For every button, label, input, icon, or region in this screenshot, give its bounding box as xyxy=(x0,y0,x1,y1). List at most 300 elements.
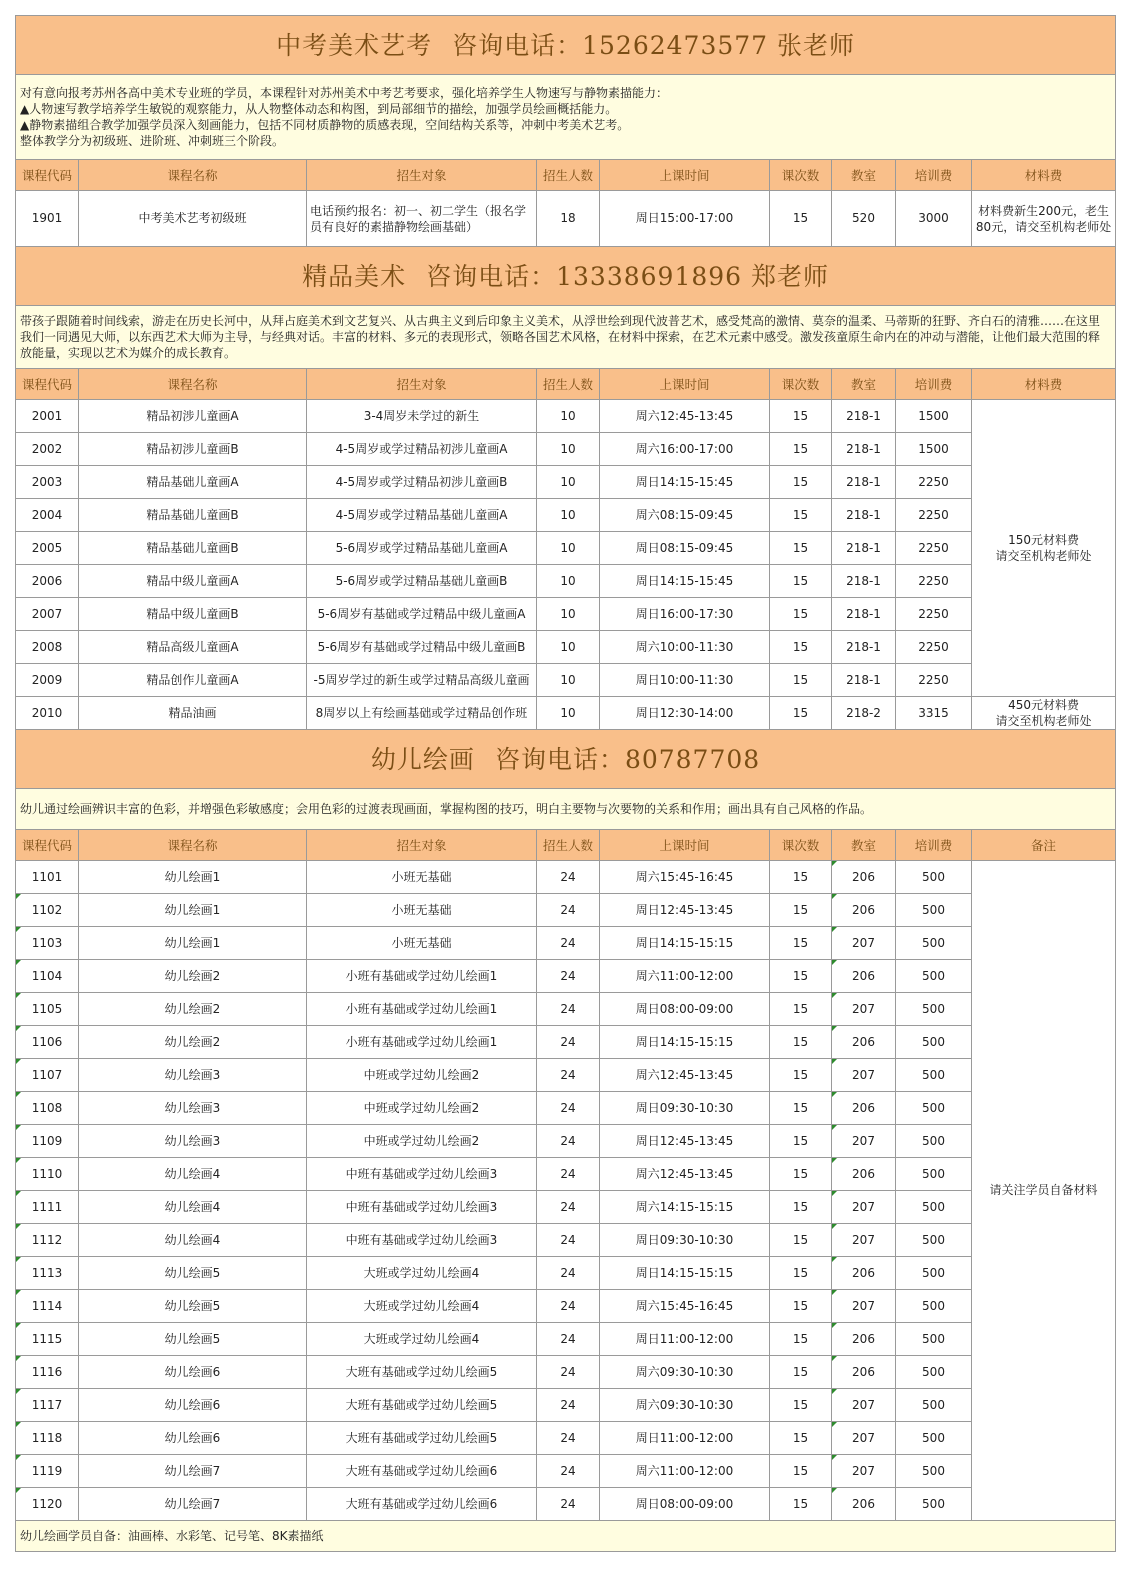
footer-note: 幼儿绘画学员自备：油画棒、水彩笔、记号笔、8K素描纸 xyxy=(16,1521,1116,1552)
course-name: 幼儿绘画7 xyxy=(79,1455,307,1488)
course-sessions: 15 xyxy=(770,1422,832,1455)
course-count: 10 xyxy=(537,565,600,598)
course-fee: 500 xyxy=(896,1422,972,1455)
table-row xyxy=(16,499,1116,532)
section-title: 精品美术 xyxy=(302,261,407,291)
course-count: 10 xyxy=(537,631,600,664)
course-target: 大班有基础或学过幼儿绘画5 xyxy=(307,1356,537,1389)
course-code: 1116 xyxy=(16,1356,79,1389)
course-name: 精品基础儿童画B xyxy=(79,499,307,532)
section-description xyxy=(16,789,1116,830)
column-header: 材料费 xyxy=(972,160,1116,191)
course-sessions: 15 xyxy=(770,1224,832,1257)
course-fee: 500 xyxy=(896,1389,972,1422)
column-header: 招生人数 xyxy=(537,369,600,400)
course-fee: 500 xyxy=(896,993,972,1026)
course-count: 18 xyxy=(537,191,600,247)
course-target: 大班有基础或学过幼儿绘画6 xyxy=(307,1488,537,1521)
course-time: 周日12:30-14:00 xyxy=(600,697,770,730)
course-time: 周日15:00-17:00 xyxy=(600,191,770,247)
course-target: 中班有基础或学过幼儿绘画3 xyxy=(307,1158,537,1191)
course-count: 10 xyxy=(537,697,600,730)
course-time: 周六12:45-13:45 xyxy=(600,400,770,433)
course-room: 207 xyxy=(832,927,896,960)
course-name: 幼儿绘画1 xyxy=(79,927,307,960)
course-code: 1104 xyxy=(16,960,79,993)
course-target: 大班或学过幼儿绘画4 xyxy=(307,1290,537,1323)
course-target: 4-5周岁或学过精品基础儿童画A xyxy=(307,499,537,532)
column-header: 课次数 xyxy=(770,160,832,191)
header-row xyxy=(16,369,1116,400)
course-time: 周六15:45-16:45 xyxy=(600,1290,770,1323)
column-header: 培训费 xyxy=(896,369,972,400)
section-title: 中考美术艺考 xyxy=(276,30,433,60)
section-phone: 咨询电话：15262473577 张老师 xyxy=(452,30,856,60)
course-code: 1107 xyxy=(16,1059,79,1092)
course-target: -5周岁学过的新生或学过精品高级儿童画 xyxy=(307,664,537,697)
header-row xyxy=(16,830,1116,861)
course-name: 精品中级儿童画B xyxy=(79,598,307,631)
course-target: 小班有基础或学过幼儿绘画1 xyxy=(307,993,537,1026)
footer-row xyxy=(16,1521,1116,1552)
course-target: 中班有基础或学过幼儿绘画3 xyxy=(307,1191,537,1224)
column-header: 上课时间 xyxy=(600,830,770,861)
course-room: 218-1 xyxy=(832,598,896,631)
course-time: 周日14:15-15:15 xyxy=(600,927,770,960)
course-name: 幼儿绘画1 xyxy=(79,894,307,927)
course-sessions: 15 xyxy=(770,1059,832,1092)
table-row xyxy=(16,1191,1116,1224)
course-target: 小班无基础 xyxy=(307,927,537,960)
course-count: 10 xyxy=(537,466,600,499)
course-code: 1119 xyxy=(16,1455,79,1488)
course-fee: 500 xyxy=(896,861,972,894)
course-target: 大班或学过幼儿绘画4 xyxy=(307,1323,537,1356)
course-sessions: 15 xyxy=(770,1455,832,1488)
course-target: 中班或学过幼儿绘画2 xyxy=(307,1092,537,1125)
course-time: 周日11:00-12:00 xyxy=(600,1422,770,1455)
course-code: 1102 xyxy=(16,894,79,927)
course-fee: 2250 xyxy=(896,466,972,499)
course-sessions: 15 xyxy=(770,993,832,1026)
table-row xyxy=(16,993,1116,1026)
table-row xyxy=(16,1125,1116,1158)
desc-text: 带孩子跟随着时间线索，游走在历史长河中，从拜占庭美术到文艺复兴、从古典主义到后印象主义美术，从浮世绘到现代波普艺术，感受梵高的激情、莫奈的温柔、马蒂斯的狂野、齐白石的清雅……在这里我们一同遇见大师，以东西艺术大师为主导，与经典对话。丰富的材料、多元的表现形式，领略各国艺术风格，在材料中探索，在艺术元素中感受。激发孩童原生命内在的冲动与潜能，让他们最大范围的释放能量，实现以艺术为媒介的成长教育。 xyxy=(16,306,1116,369)
course-name: 精品初涉儿童画A xyxy=(79,400,307,433)
course-room: 206 xyxy=(832,861,896,894)
course-fee: 500 xyxy=(896,1125,972,1158)
course-code: 2006 xyxy=(16,565,79,598)
course-name: 幼儿绘画4 xyxy=(79,1191,307,1224)
course-sessions: 15 xyxy=(770,400,832,433)
table-row xyxy=(16,697,1116,730)
column-header: 招生对象 xyxy=(307,830,537,861)
table-row xyxy=(16,1455,1116,1488)
course-count: 24 xyxy=(537,1422,600,1455)
course-target: 电话预约报名：初一、初二学生（报名学员有良好的素描静物绘画基础） xyxy=(307,191,537,247)
course-count: 24 xyxy=(537,927,600,960)
table-row xyxy=(16,466,1116,499)
section-phone: 咨询电话：80787708 xyxy=(494,744,761,774)
course-sessions: 15 xyxy=(770,697,832,730)
course-count: 24 xyxy=(537,1389,600,1422)
course-sessions: 15 xyxy=(770,927,832,960)
course-time: 周六09:30-10:30 xyxy=(600,1389,770,1422)
course-code: 2001 xyxy=(16,400,79,433)
course-fee: 500 xyxy=(896,1224,972,1257)
course-count: 24 xyxy=(537,1092,600,1125)
course-sessions: 15 xyxy=(770,191,832,247)
column-header: 招生对象 xyxy=(307,369,537,400)
column-header: 课程名称 xyxy=(79,369,307,400)
course-target: 中班有基础或学过幼儿绘画3 xyxy=(307,1224,537,1257)
course-name: 幼儿绘画3 xyxy=(79,1059,307,1092)
course-fee: 3000 xyxy=(896,191,972,247)
course-fee: 500 xyxy=(896,1257,972,1290)
course-time: 周日12:45-13:45 xyxy=(600,1125,770,1158)
course-name: 幼儿绘画5 xyxy=(79,1323,307,1356)
table-row xyxy=(16,433,1116,466)
course-code: 1117 xyxy=(16,1389,79,1422)
course-code: 1105 xyxy=(16,993,79,1026)
course-fee: 2250 xyxy=(896,532,972,565)
column-header: 培训费 xyxy=(896,830,972,861)
course-count: 24 xyxy=(537,1257,600,1290)
table-row xyxy=(16,400,1116,433)
column-header: 招生人数 xyxy=(537,830,600,861)
table-row xyxy=(16,1488,1116,1521)
course-room: 207 xyxy=(832,1224,896,1257)
course-code: 2004 xyxy=(16,499,79,532)
course-sessions: 15 xyxy=(770,1158,832,1191)
course-room: 218-1 xyxy=(832,499,896,532)
course-sessions: 15 xyxy=(770,1323,832,1356)
course-time: 周日09:30-10:30 xyxy=(600,1224,770,1257)
course-fee: 2250 xyxy=(896,631,972,664)
course-room: 207 xyxy=(832,1389,896,1422)
course-room: 207 xyxy=(832,1059,896,1092)
course-code: 1111 xyxy=(16,1191,79,1224)
course-room: 206 xyxy=(832,1257,896,1290)
course-target: 4-5周岁或学过精品初涉儿童画A xyxy=(307,433,537,466)
course-name: 幼儿绘画6 xyxy=(79,1356,307,1389)
course-count: 24 xyxy=(537,1158,600,1191)
course-fee: 2250 xyxy=(896,499,972,532)
course-room: 207 xyxy=(832,1191,896,1224)
course-name: 幼儿绘画7 xyxy=(79,1488,307,1521)
course-room: 207 xyxy=(832,1422,896,1455)
course-name: 幼儿绘画2 xyxy=(79,1026,307,1059)
course-time: 周日10:00-11:30 xyxy=(600,664,770,697)
course-count: 10 xyxy=(537,433,600,466)
course-name: 幼儿绘画4 xyxy=(79,1158,307,1191)
course-room: 206 xyxy=(832,894,896,927)
desc-line: 对有意向报考苏州各高中美术专业班的学员，本课程针对苏州美术中考艺考要求，强化培养学生人物速写与静物素描能力： xyxy=(20,86,669,100)
course-sessions: 15 xyxy=(770,532,832,565)
course-code: 2010 xyxy=(16,697,79,730)
table-row xyxy=(16,960,1116,993)
course-sessions: 15 xyxy=(770,433,832,466)
course-time: 周六15:45-16:45 xyxy=(600,861,770,894)
course-room: 207 xyxy=(832,1290,896,1323)
column-header: 招生人数 xyxy=(537,160,600,191)
course-name: 精品中级儿童画A xyxy=(79,565,307,598)
course-sessions: 15 xyxy=(770,1356,832,1389)
course-time: 周六09:30-10:30 xyxy=(600,1356,770,1389)
course-count: 10 xyxy=(537,532,600,565)
column-header: 课程名称 xyxy=(79,830,307,861)
course-sessions: 15 xyxy=(770,631,832,664)
remark-note: 请关注学员自备材料 xyxy=(972,861,1116,1521)
course-sessions: 15 xyxy=(770,466,832,499)
course-time: 周六16:00-17:00 xyxy=(600,433,770,466)
course-sessions: 15 xyxy=(770,1290,832,1323)
course-fee: 500 xyxy=(896,1158,972,1191)
course-code: 1109 xyxy=(16,1125,79,1158)
course-code: 1110 xyxy=(16,1158,79,1191)
course-fee: 500 xyxy=(896,1356,972,1389)
course-room: 520 xyxy=(832,191,896,247)
course-fee: 500 xyxy=(896,1092,972,1125)
course-name: 中考美术艺考初级班 xyxy=(79,191,307,247)
course-code: 1115 xyxy=(16,1323,79,1356)
section-title-row xyxy=(16,16,1116,75)
course-code: 2007 xyxy=(16,598,79,631)
course-target: 中班或学过幼儿绘画2 xyxy=(307,1125,537,1158)
table-row xyxy=(16,598,1116,631)
desc-text: 幼儿通过绘画辨识丰富的色彩，并增强色彩敏感度；会用色彩的过渡表现画面，掌握构图的技巧，明白主要物与次要物的关系和作用；画出具有自己风格的作品。 xyxy=(16,789,1116,830)
table-row xyxy=(16,1158,1116,1191)
section-title-row xyxy=(16,247,1116,306)
course-sessions: 15 xyxy=(770,861,832,894)
course-time: 周日14:15-15:45 xyxy=(600,466,770,499)
table-row xyxy=(16,1059,1116,1092)
course-time: 周日14:15-15:45 xyxy=(600,565,770,598)
course-code: 1101 xyxy=(16,861,79,894)
course-code: 2002 xyxy=(16,433,79,466)
course-target: 5-6周岁有基础或学过精品中级儿童画B xyxy=(307,631,537,664)
course-room: 206 xyxy=(832,1092,896,1125)
course-code: 1103 xyxy=(16,927,79,960)
desc-line: 整体教学分为初级班、进阶班、冲刺班三个阶段。 xyxy=(20,134,285,148)
course-count: 24 xyxy=(537,894,600,927)
course-target: 大班有基础或学过幼儿绘画6 xyxy=(307,1455,537,1488)
column-header: 备注 xyxy=(972,830,1116,861)
course-target: 中班或学过幼儿绘画2 xyxy=(307,1059,537,1092)
course-code: 1112 xyxy=(16,1224,79,1257)
course-name: 幼儿绘画2 xyxy=(79,993,307,1026)
column-header: 课程名称 xyxy=(79,160,307,191)
course-room: 206 xyxy=(832,1356,896,1389)
course-code: 2009 xyxy=(16,664,79,697)
table-row xyxy=(16,1224,1116,1257)
course-fee: 2250 xyxy=(896,664,972,697)
course-room: 218-2 xyxy=(832,697,896,730)
material-fee-note: 450元材料费 请交至机构老师处 xyxy=(972,697,1116,730)
course-time: 周日12:45-13:45 xyxy=(600,894,770,927)
course-time: 周日08:00-09:00 xyxy=(600,1488,770,1521)
course-fee: 500 xyxy=(896,1191,972,1224)
course-room: 206 xyxy=(832,1488,896,1521)
course-code: 2008 xyxy=(16,631,79,664)
course-sessions: 15 xyxy=(770,1488,832,1521)
course-sessions: 15 xyxy=(770,1125,832,1158)
table-row xyxy=(16,1323,1116,1356)
course-count: 10 xyxy=(537,598,600,631)
course-target: 小班无基础 xyxy=(307,861,537,894)
course-name: 精品高级儿童画A xyxy=(79,631,307,664)
course-time: 周日08:00-09:00 xyxy=(600,993,770,1026)
course-name: 幼儿绘画4 xyxy=(79,1224,307,1257)
table-row xyxy=(16,1092,1116,1125)
course-sessions: 15 xyxy=(770,1257,832,1290)
course-name: 幼儿绘画3 xyxy=(79,1092,307,1125)
course-time: 周六11:00-12:00 xyxy=(600,1455,770,1488)
course-time: 周六12:45-13:45 xyxy=(600,1158,770,1191)
course-count: 24 xyxy=(537,1356,600,1389)
course-sessions: 15 xyxy=(770,664,832,697)
table-row xyxy=(16,631,1116,664)
course-sessions: 15 xyxy=(770,1191,832,1224)
course-target: 5-6周岁或学过精品基础儿童画B xyxy=(307,565,537,598)
table-row xyxy=(16,565,1116,598)
section-phone: 咨询电话：13338691896 郑老师 xyxy=(426,261,830,291)
column-header: 教室 xyxy=(832,160,896,191)
course-name: 精品创作儿童画A xyxy=(79,664,307,697)
column-header: 上课时间 xyxy=(600,369,770,400)
course-sessions: 15 xyxy=(770,565,832,598)
table-row xyxy=(16,861,1116,894)
course-name: 精品初涉儿童画B xyxy=(79,433,307,466)
course-count: 24 xyxy=(537,861,600,894)
material-fee-note: 150元材料费 请交至机构老师处 xyxy=(972,400,1116,697)
column-header: 教室 xyxy=(832,369,896,400)
column-header: 课次数 xyxy=(770,369,832,400)
course-target: 大班或学过幼儿绘画4 xyxy=(307,1257,537,1290)
course-name: 精品油画 xyxy=(79,697,307,730)
course-target: 8周岁以上有绘画基础或学过精品创作班 xyxy=(307,697,537,730)
desc-line: ▲静物素描组合教学加强学员深入刻画能力，包括不同材质静物的质感表现，空间结构关系等，冲刺中考美术艺考。 xyxy=(20,118,630,132)
column-header: 招生对象 xyxy=(307,160,537,191)
course-time: 周日14:15-15:15 xyxy=(600,1026,770,1059)
course-room: 218-1 xyxy=(832,532,896,565)
desc-line: ▲人物速写教学培养学生敏锐的观察能力，从人物整体动态和构图，到局部细节的描绘，加强学员绘画概括能力。 xyxy=(20,102,618,116)
course-name: 精品基础儿童画A xyxy=(79,466,307,499)
course-time: 周日11:00-12:00 xyxy=(600,1323,770,1356)
course-room: 218-1 xyxy=(832,466,896,499)
course-room: 207 xyxy=(832,1125,896,1158)
course-time: 周六14:15-15:15 xyxy=(600,1191,770,1224)
course-fee: 500 xyxy=(896,1059,972,1092)
column-header: 课程代码 xyxy=(16,830,79,861)
header-row xyxy=(16,160,1116,191)
course-name: 幼儿绘画1 xyxy=(79,861,307,894)
column-header: 材料费 xyxy=(972,369,1116,400)
section-title-row xyxy=(16,730,1116,789)
course-fee: 3315 xyxy=(896,697,972,730)
course-code: 1118 xyxy=(16,1422,79,1455)
course-sessions: 15 xyxy=(770,598,832,631)
course-room: 218-1 xyxy=(832,631,896,664)
course-name: 幼儿绘画2 xyxy=(79,960,307,993)
course-target: 小班有基础或学过幼儿绘画1 xyxy=(307,960,537,993)
table-row xyxy=(16,1290,1116,1323)
course-room: 206 xyxy=(832,960,896,993)
course-fee: 500 xyxy=(896,894,972,927)
course-count: 24 xyxy=(537,1224,600,1257)
course-time: 周日09:30-10:30 xyxy=(600,1092,770,1125)
course-room: 207 xyxy=(832,1455,896,1488)
course-code: 2003 xyxy=(16,466,79,499)
course-target: 大班有基础或学过幼儿绘画5 xyxy=(307,1422,537,1455)
section-description xyxy=(16,306,1116,369)
course-fee: 500 xyxy=(896,1323,972,1356)
course-count: 24 xyxy=(537,1455,600,1488)
course-name: 精品基础儿童画B xyxy=(79,532,307,565)
course-code: 1106 xyxy=(16,1026,79,1059)
course-count: 24 xyxy=(537,1323,600,1356)
course-name: 幼儿绘画5 xyxy=(79,1290,307,1323)
course-sessions: 15 xyxy=(770,499,832,532)
column-header: 上课时间 xyxy=(600,160,770,191)
course-count: 24 xyxy=(537,1488,600,1521)
course-fee: 500 xyxy=(896,1488,972,1521)
course-room: 206 xyxy=(832,1158,896,1191)
course-room: 206 xyxy=(832,1026,896,1059)
column-header: 课程代码 xyxy=(16,369,79,400)
course-count: 24 xyxy=(537,1026,600,1059)
course-count: 24 xyxy=(537,1125,600,1158)
course-room: 207 xyxy=(832,993,896,1026)
course-count: 24 xyxy=(537,1059,600,1092)
course-sheet xyxy=(15,15,1115,1552)
course-count: 10 xyxy=(537,400,600,433)
table-row xyxy=(16,532,1116,565)
section-title: 幼儿绘画 xyxy=(370,744,475,774)
course-fee: 2250 xyxy=(896,598,972,631)
course-name: 幼儿绘画6 xyxy=(79,1422,307,1455)
course-fee: 500 xyxy=(896,960,972,993)
course-fee: 500 xyxy=(896,1455,972,1488)
course-code: 1120 xyxy=(16,1488,79,1521)
course-code: 1108 xyxy=(16,1092,79,1125)
course-name: 幼儿绘画5 xyxy=(79,1257,307,1290)
course-count: 24 xyxy=(537,1191,600,1224)
course-fee: 1500 xyxy=(896,400,972,433)
course-room: 206 xyxy=(832,1323,896,1356)
section-description xyxy=(16,75,1116,160)
course-target: 5-6周岁或学过精品基础儿童画A xyxy=(307,532,537,565)
course-sessions: 15 xyxy=(770,1092,832,1125)
course-sessions: 15 xyxy=(770,894,832,927)
course-target: 5-6周岁有基础或学过精品中级儿童画A xyxy=(307,598,537,631)
course-fee: 500 xyxy=(896,1290,972,1323)
course-target: 4-5周岁或学过精品初涉儿童画B xyxy=(307,466,537,499)
course-room: 218-1 xyxy=(832,664,896,697)
table-row xyxy=(16,894,1116,927)
course-time: 周日14:15-15:15 xyxy=(600,1257,770,1290)
course-count: 24 xyxy=(537,960,600,993)
column-header: 培训费 xyxy=(896,160,972,191)
table-row xyxy=(16,1389,1116,1422)
course-fee: 1500 xyxy=(896,433,972,466)
course-time: 周六10:00-11:30 xyxy=(600,631,770,664)
course-fee: 500 xyxy=(896,927,972,960)
course-target: 小班无基础 xyxy=(307,894,537,927)
course-count: 24 xyxy=(537,993,600,1026)
course-sessions: 15 xyxy=(770,1026,832,1059)
course-time: 周日08:15-09:45 xyxy=(600,532,770,565)
